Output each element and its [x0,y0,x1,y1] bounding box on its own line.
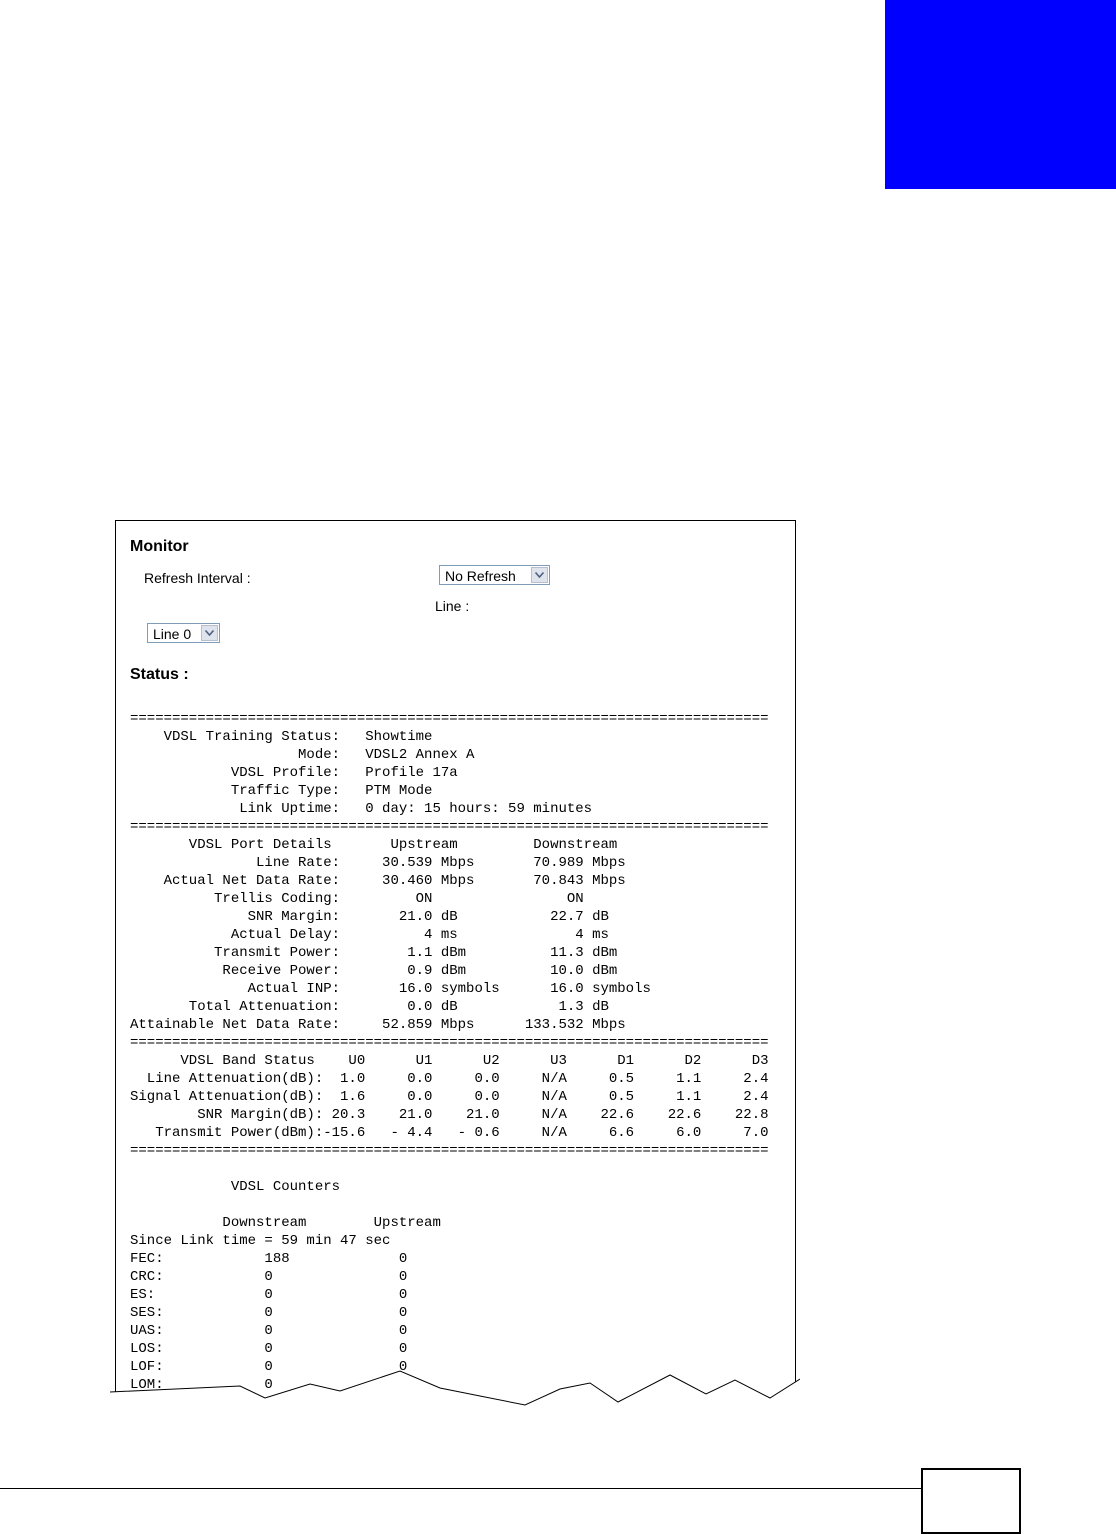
vdsl-status-output [130,710,769,1394]
status-line: Actual INP: 16.0 symbols 16.0 symbols [130,981,651,997]
status-line: Transmit Power(dBm):-15.6 - 4.4 - 0.6 N/A 6.6 6.0 7.0 [130,1125,769,1141]
status-line: Link Uptime: 0 day: 15 hours: 59 minutes [130,801,593,817]
status-line: Total Attenuation: 0.0 dB 1.3 dB [130,999,609,1015]
status-line: Line Rate: 30.539 Mbps 70.989 Mbps [130,855,626,871]
status-line: SNR Margin(dB): 20.3 21.0 21.0 N/A 22.6 22.6 22.8 [130,1107,769,1123]
status-line: Actual Delay: 4 ms 4 ms [130,927,609,943]
status-line: Traffic Type: PTM Mode [130,783,433,799]
status-line: VDSL Port Details Upstream Downstream [130,837,618,853]
line-label: Line : [435,598,470,614]
status-line: Mode: VDSL2 Annex A [130,747,475,763]
chevron-down-icon[interactable] [531,567,548,583]
monitor-title: Monitor [130,538,189,555]
status-line: VDSL Training Status: Showtime [130,729,433,745]
status-line: ============================================================================ [130,1143,769,1159]
status-line: Since Link time = 59 min 47 sec [130,1233,391,1249]
status-line: SNR Margin: 21.0 dB 22.7 dB [130,909,609,925]
status-line: Attainable Net Data Rate: 52.859 Mbps 133.532 Mbps [130,1017,626,1033]
status-line: FEC: 188 0 [130,1251,408,1267]
status-line: LOF: 0 0 [130,1359,408,1375]
status-line: Downstream Upstream [130,1215,441,1231]
torn-edge [110,1370,800,1425]
status-line: Line Attenuation(dB): 1.0 0.0 0.0 N/A 0.5 1.1 2.4 [130,1071,769,1087]
status-line: Trellis Coding: ON ON [130,891,584,907]
page-number-box [921,1468,1021,1534]
chapter-tab [885,0,1116,189]
status-line: SES: 0 0 [130,1305,408,1321]
status-line: ============================================================================ [130,819,769,835]
chevron-down-icon[interactable] [201,625,218,641]
status-line: ============================================================================ [130,711,769,727]
status-line: CRC: 0 0 [130,1269,408,1285]
status-line: LOS: 0 0 [130,1341,408,1357]
status-line: Signal Attenuation(dB): 1.6 0.0 0.0 N/A 0.5 1.1 2.4 [130,1089,769,1105]
status-line: Actual Net Data Rate: 30.460 Mbps 70.843 Mbps [130,873,626,889]
line-select[interactable] [147,623,220,643]
status-line: VDSL Band Status U0 U1 U2 U3 D1 D2 D3 [130,1053,769,1069]
status-line: LOM: 0 [130,1377,273,1393]
status-title: Status : [130,666,189,683]
refresh-interval-value: No Refresh [445,568,516,584]
status-line: UAS: 0 0 [130,1323,408,1339]
status-line: ES: 0 0 [130,1287,408,1303]
refresh-interval-select[interactable] [439,565,550,585]
footer-rule [0,1488,921,1489]
status-line: Transmit Power: 1.1 dBm 11.3 dBm [130,945,618,961]
status-line: Receive Power: 0.9 dBm 10.0 dBm [130,963,618,979]
line-value: Line 0 [153,626,192,642]
status-line: VDSL Counters [130,1179,341,1195]
status-line: VDSL Profile: Profile 17a [130,765,458,781]
screenshot-panel [115,520,796,1421]
status-line: ============================================================================ [130,1035,769,1051]
refresh-interval-label: Refresh Interval : [144,570,251,586]
